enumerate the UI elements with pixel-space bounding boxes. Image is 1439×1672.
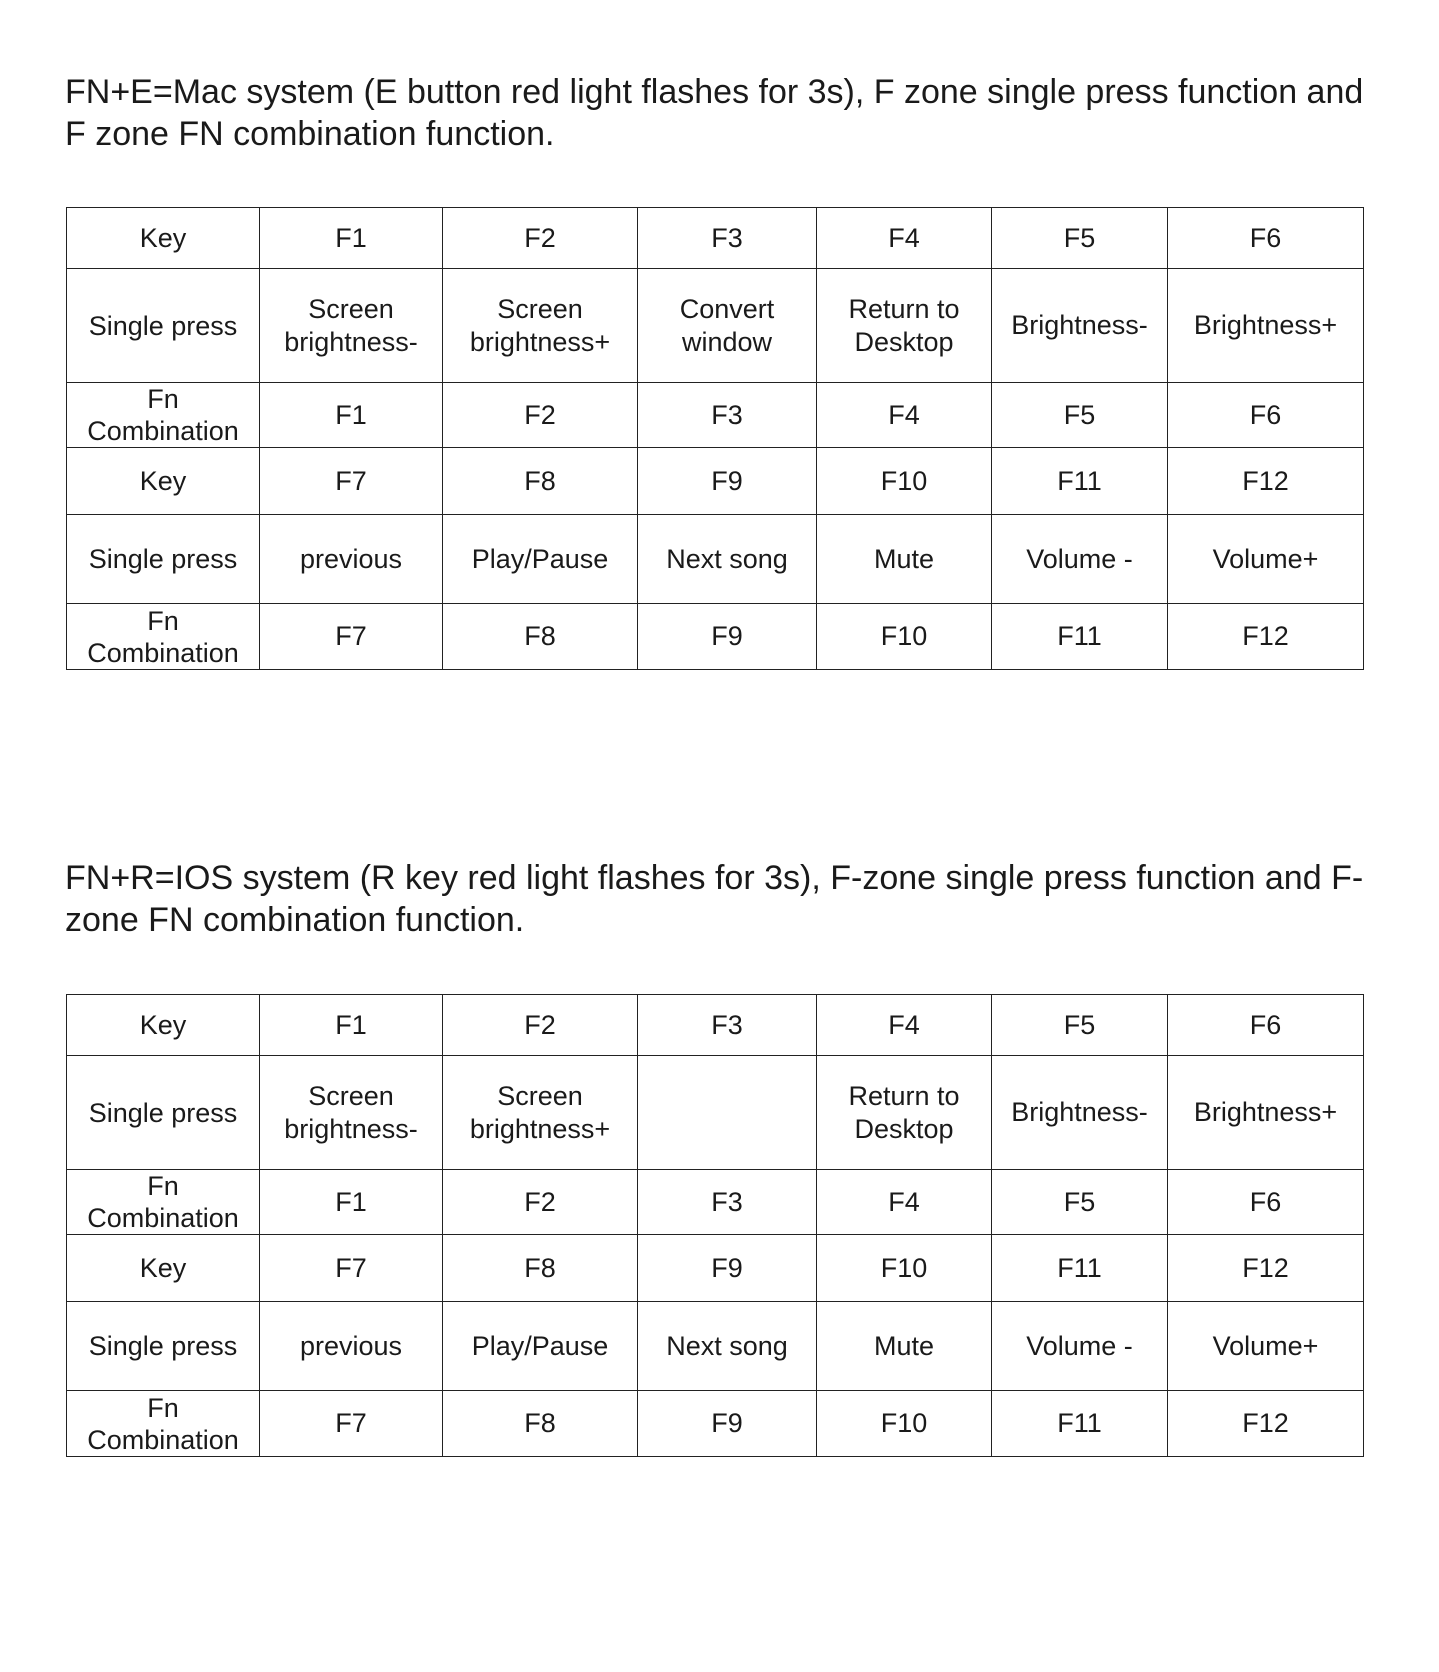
table-cell: F4	[817, 208, 992, 269]
table-cell: F5	[992, 208, 1168, 269]
ios-section-heading: FN+R=IOS system (R key red light flashes for 3s), F-zone single press function and F-zone FN combination function.	[65, 859, 1364, 939]
table-cell: Brightness+	[1168, 1056, 1364, 1170]
table-cell: F5	[992, 995, 1168, 1056]
table-row	[67, 1302, 1364, 1391]
table-cell: Return to Desktop	[817, 269, 992, 383]
table-cell: Return to Desktop	[817, 1056, 992, 1170]
row-label: Single press	[67, 1302, 260, 1391]
table-cell: Play/Pause	[443, 1302, 638, 1391]
table-cell: F2	[443, 1170, 638, 1235]
table-cell: F10	[817, 604, 992, 670]
table-cell: Screen brightness+	[443, 1056, 638, 1170]
row-label: Fn Combination	[67, 1391, 260, 1457]
table-row	[67, 1170, 1364, 1235]
table-cell: F3	[638, 995, 817, 1056]
table-cell	[638, 1056, 817, 1170]
row-label: Key	[67, 1235, 260, 1302]
table-cell: F7	[260, 448, 443, 515]
table-cell: F9	[638, 1391, 817, 1457]
table-cell: F10	[817, 1391, 992, 1457]
table-cell: F2	[443, 208, 638, 269]
table-row	[67, 995, 1364, 1056]
table-cell: F8	[443, 1235, 638, 1302]
table-cell: F8	[443, 1391, 638, 1457]
table-cell: Brightness+	[1168, 269, 1364, 383]
table-cell: F6	[1168, 995, 1364, 1056]
table-row	[67, 1056, 1364, 1170]
table-cell: F7	[260, 1391, 443, 1457]
table-row	[67, 269, 1364, 383]
table-cell: Screen brightness-	[260, 269, 443, 383]
table-cell: F4	[817, 995, 992, 1056]
ios-fkey-table	[66, 994, 1364, 1457]
table-cell: F3	[638, 208, 817, 269]
table-cell: F5	[992, 383, 1168, 448]
table-cell: Convert window	[638, 269, 817, 383]
row-label: Single press	[67, 269, 260, 383]
table-cell: F2	[443, 995, 638, 1056]
table-cell: F12	[1168, 1235, 1364, 1302]
table-cell: F1	[260, 383, 443, 448]
table-cell: F7	[260, 604, 443, 670]
table-row	[67, 383, 1364, 448]
table-cell: Volume -	[992, 515, 1168, 604]
table-cell: F7	[260, 1235, 443, 1302]
row-label: Fn Combination	[67, 383, 260, 448]
table-cell: F1	[260, 208, 443, 269]
table-cell: F11	[992, 1235, 1168, 1302]
table-cell: F9	[638, 604, 817, 670]
row-label: Fn Combination	[67, 604, 260, 670]
table-cell: F8	[443, 604, 638, 670]
table-cell: Screen brightness-	[260, 1056, 443, 1170]
table-cell: F12	[1168, 448, 1364, 515]
table-row	[67, 208, 1364, 269]
table-cell: F4	[817, 1170, 992, 1235]
table-cell: F10	[817, 448, 992, 515]
table-cell: Play/Pause	[443, 515, 638, 604]
table-cell: Volume+	[1168, 1302, 1364, 1391]
row-label: Single press	[67, 515, 260, 604]
table-cell: F8	[443, 448, 638, 515]
table-cell: F6	[1168, 208, 1364, 269]
table-cell: F12	[1168, 1391, 1364, 1457]
table-cell: Mute	[817, 515, 992, 604]
table-cell: F11	[992, 1391, 1168, 1457]
row-label: Key	[67, 448, 260, 515]
row-label: Key	[67, 208, 260, 269]
table-cell: Volume+	[1168, 515, 1364, 604]
table-cell: Screen brightness+	[443, 269, 638, 383]
table-cell: F9	[638, 1235, 817, 1302]
mac-section-heading: FN+E=Mac system (E button red light flashes for 3s), F zone single press function and F zone FN combination function.	[65, 73, 1364, 153]
table-row	[67, 515, 1364, 604]
table-cell: Volume -	[992, 1302, 1168, 1391]
table-cell: F2	[443, 383, 638, 448]
row-label: Key	[67, 995, 260, 1056]
table-row	[67, 448, 1364, 515]
table-cell: Next song	[638, 515, 817, 604]
table-cell: F6	[1168, 383, 1364, 448]
row-label: Fn Combination	[67, 1170, 260, 1235]
table-cell: previous	[260, 1302, 443, 1391]
table-cell: F12	[1168, 604, 1364, 670]
table-cell: F5	[992, 1170, 1168, 1235]
table-cell: F11	[992, 448, 1168, 515]
table-cell: Brightness-	[992, 1056, 1168, 1170]
table-cell: F9	[638, 448, 817, 515]
table-cell: F11	[992, 604, 1168, 670]
mac-fkey-table	[66, 207, 1364, 670]
table-cell: Next song	[638, 1302, 817, 1391]
table-cell: F1	[260, 995, 443, 1056]
table-cell: F10	[817, 1235, 992, 1302]
row-label: Single press	[67, 1056, 260, 1170]
table-row	[67, 1391, 1364, 1457]
table-cell: F6	[1168, 1170, 1364, 1235]
table-cell: F4	[817, 383, 992, 448]
table-cell: F3	[638, 1170, 817, 1235]
table-cell: Mute	[817, 1302, 992, 1391]
table-cell: previous	[260, 515, 443, 604]
table-cell: Brightness-	[992, 269, 1168, 383]
table-cell: F1	[260, 1170, 443, 1235]
table-cell: F3	[638, 383, 817, 448]
table-row	[67, 1235, 1364, 1302]
table-row	[67, 604, 1364, 670]
